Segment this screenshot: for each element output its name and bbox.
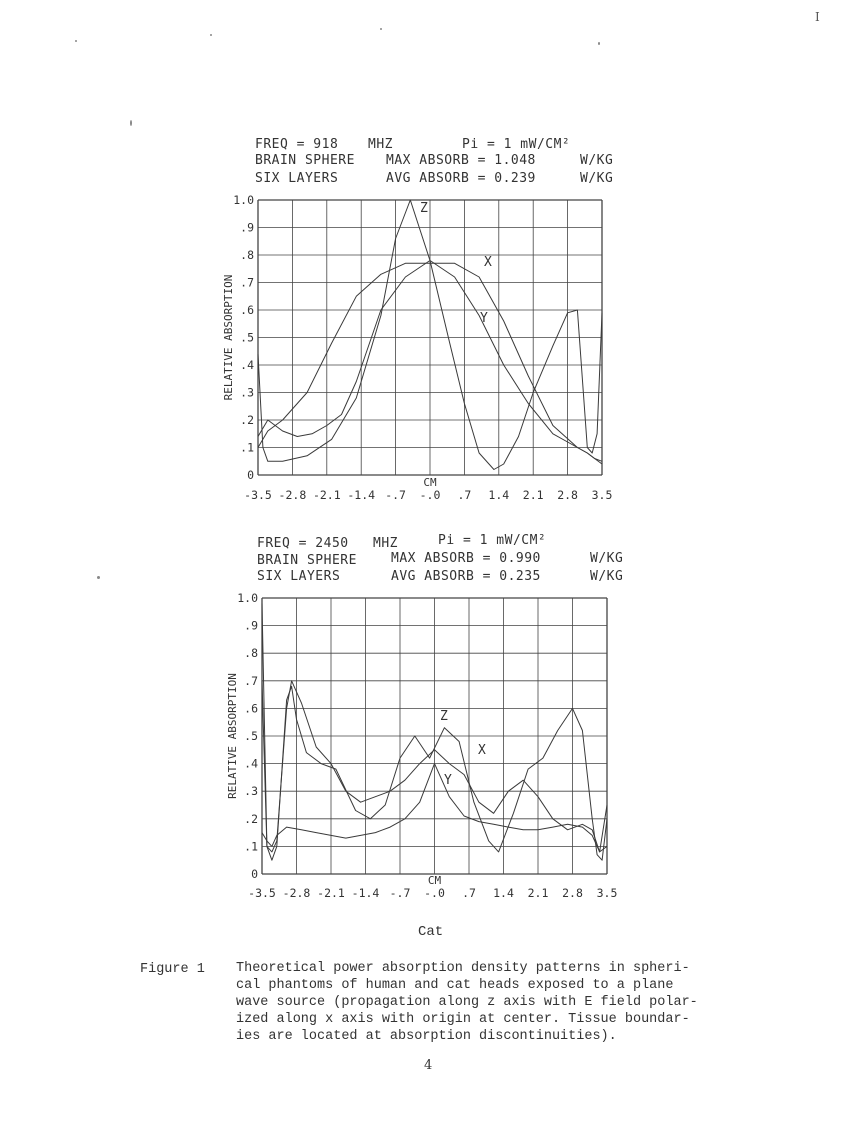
- x-axis-label: CM: [427, 874, 442, 887]
- x-tick-label: -2.8: [282, 886, 311, 900]
- y-tick-label: .5: [244, 729, 258, 743]
- chart2-freq: FREQ = 2450: [257, 536, 349, 551]
- x-tick-label: -1.4: [347, 488, 376, 502]
- corner-mark: I: [815, 10, 820, 24]
- chart1-freq: FREQ = 918: [255, 137, 339, 152]
- x-tick-label: 1.4: [488, 488, 510, 502]
- caption-label: Figure 1: [140, 962, 205, 977]
- caption-line: ies are located at absorption discontinuities).: [236, 1029, 617, 1044]
- chart1-freq-unit: MHZ: [368, 137, 393, 152]
- y-tick-label: .8: [244, 646, 258, 661]
- caption-line: wave source (propagation along z axis with E field polar-: [236, 995, 698, 1010]
- x-tick-label: -2.1: [317, 886, 345, 900]
- chart2-layers: SIX LAYERS: [257, 569, 341, 584]
- chart2-incident-power: Pi = 1 mW/CM²: [438, 533, 547, 548]
- y-tick-label: .9: [240, 220, 254, 235]
- series-label-x: X: [484, 255, 492, 270]
- series-label-y: Y: [444, 773, 452, 788]
- x-tick-label: -1.4: [351, 886, 380, 900]
- x-tick-label: -.0: [424, 886, 445, 900]
- x-tick-label: 1.4: [493, 886, 514, 900]
- series-label-z: Z: [440, 709, 448, 724]
- chart1-phantom: BRAIN SPHERE: [255, 153, 355, 168]
- y-tick-label: .4: [240, 358, 254, 372]
- y-tick-label: 0: [247, 468, 254, 482]
- y-axis-label: RELATIVE ABSORPTION: [222, 274, 235, 401]
- y-tick-label: 0: [251, 867, 258, 881]
- y-tick-label: .3: [244, 784, 258, 799]
- x-tick-label: -2.1: [312, 488, 341, 502]
- x-axis-label: CM: [423, 476, 437, 489]
- x-tick-label: -3.5: [248, 886, 276, 900]
- y-tick-label: .1: [240, 440, 254, 455]
- x-tick-label: 2.1: [522, 488, 544, 502]
- y-tick-label: .6: [240, 303, 254, 317]
- y-tick-label: .7: [244, 673, 258, 688]
- chart2-avg-absorb: AVG ABSORB = 0.235: [391, 569, 541, 584]
- series-label-z: Z: [420, 201, 428, 216]
- y-tick-label: .7: [240, 275, 254, 290]
- series-label-y: Y: [480, 311, 488, 326]
- chart2-phantom: BRAIN SPHERE: [257, 553, 357, 568]
- y-tick-label: .3: [240, 385, 254, 400]
- y-tick-label: .2: [240, 413, 254, 427]
- chart-2450mhz: [226, 591, 617, 900]
- y-tick-label: .4: [244, 756, 258, 771]
- x-tick-label: -2.8: [278, 488, 307, 502]
- x-tick-label: 2.8: [557, 488, 578, 502]
- chart1-incident-power: Pi = 1 mW/CM²: [462, 137, 571, 152]
- caption-line: Theoretical power absorption density patterns in spheri-: [236, 961, 690, 976]
- chart1-avg-absorb: AVG ABSORB = 0.239: [386, 171, 536, 186]
- caption-line: cal phantoms of human and cat heads exposed to a plane: [236, 978, 674, 993]
- x-tick-label: .7: [457, 488, 472, 502]
- x-tick-label: 3.5: [591, 488, 613, 502]
- x-tick-label: 2.1: [527, 886, 549, 900]
- x-tick-label: .7: [462, 886, 476, 900]
- x-tick-label: -.7: [389, 886, 411, 900]
- y-tick-label: .9: [244, 618, 258, 633]
- y-tick-label: .2: [244, 811, 258, 826]
- y-tick-label: .8: [240, 248, 254, 262]
- chart-918mhz: [222, 193, 612, 502]
- caption-line: ized along x axis with origin at center. Tissue boundar-: [236, 1012, 690, 1027]
- chart2-avg-unit: W/KG: [590, 569, 624, 584]
- chart2-max-unit: W/KG: [590, 551, 624, 566]
- page-number: 4: [424, 1058, 433, 1073]
- x-tick-label: 3.5: [596, 886, 618, 900]
- x-tick-label: -3.5: [244, 488, 272, 502]
- x-tick-label: -.0: [419, 488, 441, 502]
- chart1-max-absorb: MAX ABSORB = 1.048: [386, 153, 536, 168]
- figure-subtitle: Cat: [418, 924, 444, 940]
- chart1-max-unit: W/KG: [580, 153, 614, 168]
- y-tick-label: .6: [244, 701, 258, 716]
- chart1-avg-unit: W/KG: [580, 171, 614, 186]
- chart2-freq-unit: MHZ: [373, 536, 398, 551]
- series-label-x: X: [478, 743, 486, 758]
- y-tick-label: .1: [244, 839, 258, 854]
- x-tick-label: 2.8: [562, 886, 583, 900]
- x-tick-label: -.7: [385, 488, 406, 502]
- y-tick-label: .5: [240, 330, 254, 345]
- y-tick-label: 1.0: [237, 591, 258, 605]
- chart1-layers: SIX LAYERS: [255, 171, 339, 186]
- chart2-max-absorb: MAX ABSORB = 0.990: [391, 551, 541, 566]
- y-axis-label: RELATIVE ABSORPTION: [226, 673, 239, 799]
- y-tick-label: 1.0: [233, 193, 254, 207]
